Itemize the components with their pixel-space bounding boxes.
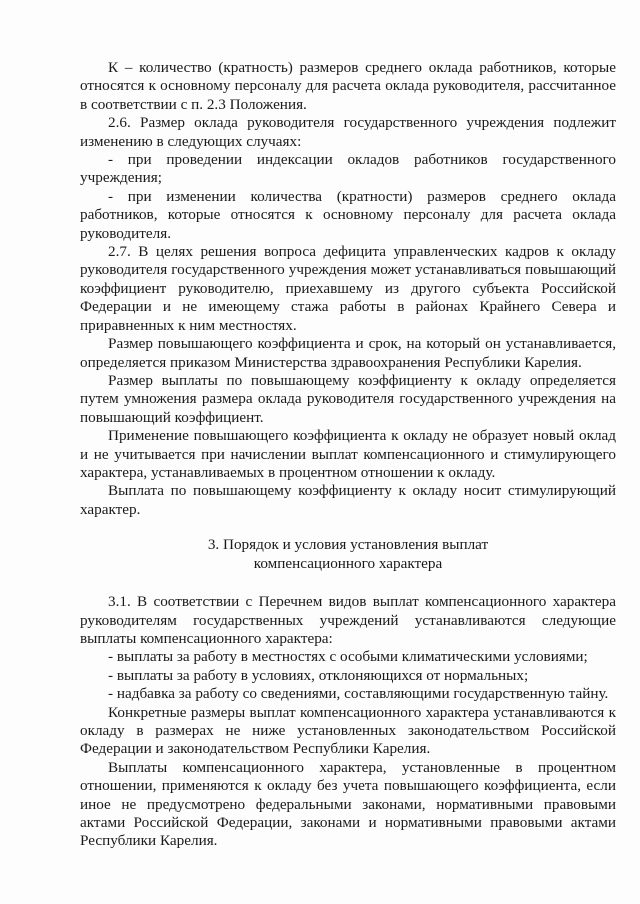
paragraph-percentage-payments: Выплаты компенсационного характера, установленные в процентном отношении, применяются к окладу без учета повышающего коэффициента, если иное не предусмотрено федеральными законами, нормативными правовыми актами Российской Федерации, законами и нормативными правовыми актами Республики Карелия. bbox=[80, 758, 616, 850]
section-heading-line-2: компенсационного характера bbox=[253, 555, 443, 573]
paragraph-coefficient-application: Применение повышающего коэффициента к окладу не образует новый оклад и не учитывается при начислении выплат компенсационного и стимулирующего характера, устанавливаемых в процентном отношении к окладу. bbox=[80, 427, 616, 481]
paragraph-2-7: 2.7. В целях решения вопроса дефицита управленческих кадров к окладу руководителя государственного учреждения может устанавливаться повышающий коэффициент руководителю, приехавшему из другого субъекта Российской Федерации и не имеющему стажа работы в районах Крайнего Севера и приравненных к ним местностях. bbox=[80, 243, 616, 334]
list-item-abnormal-conditions: - выплаты за работу в условиях, отклоняющихся от нормальных; bbox=[108, 666, 529, 684]
list-item-state-secret-allowance: - надбавка за работу со сведениями, составляющими государственную тайну. bbox=[108, 685, 609, 703]
paragraph-coefficient-size: Размер повышающего коэффициента и срок, на который он устанавливается, определяется приказом Министерства здравоохранения Республики Карелия. bbox=[80, 335, 616, 371]
section-heading-line-1: 3. Порядок и условия установления выплат bbox=[207, 536, 489, 554]
section-3-heading bbox=[80, 535, 616, 573]
paragraph-specific-amounts: Конкретные размеры выплат компенсационного характера устанавливаются к окладу в размерах не ниже установленных законодательством Российской Федерации и законодательством Республики Карелия. bbox=[80, 703, 616, 758]
list-item-multiplicity-change: - при изменении количества (кратности) размеров среднего оклада работников, которые относятся к основному персоналу для расчета оклада руководителя. bbox=[80, 187, 616, 242]
list-item-indexation: - при проведении индексации окладов работников государственного учреждения; bbox=[80, 151, 616, 187]
paragraph-coefficient-payment: Размер выплаты по повышающему коэффициенту к окладу определяется путем умножения размера оклада руководителя государственного учреждения на повышающий коэффициент. bbox=[80, 371, 616, 426]
document-body bbox=[80, 59, 616, 851]
list-item-climate-payments: - выплаты за работу в местностях с особыми климатическими условиями; bbox=[108, 648, 588, 666]
paragraph-coefficient-nature: Выплата по повышающему коэффициенту к окладу носит стимулирующий характер. bbox=[80, 482, 616, 518]
paragraph-3-1: 3.1. В соответствии с Перечнем видов выплат компенсационного характера руководителям государственных учреждений устанавливаются следующие выплаты компенсационного характера: bbox=[80, 593, 616, 647]
paragraph-2-6: 2.6. Размер оклада руководителя государственного учреждения подлежит изменению в следующих случаях: bbox=[80, 114, 616, 150]
paragraph-k-definition: К – количество (кратность) размеров среднего оклада работников, которые относятся к основному персоналу для расчета оклада руководителя, рассчитанное в соответствии с п. 2.3 Положения. bbox=[80, 59, 616, 113]
